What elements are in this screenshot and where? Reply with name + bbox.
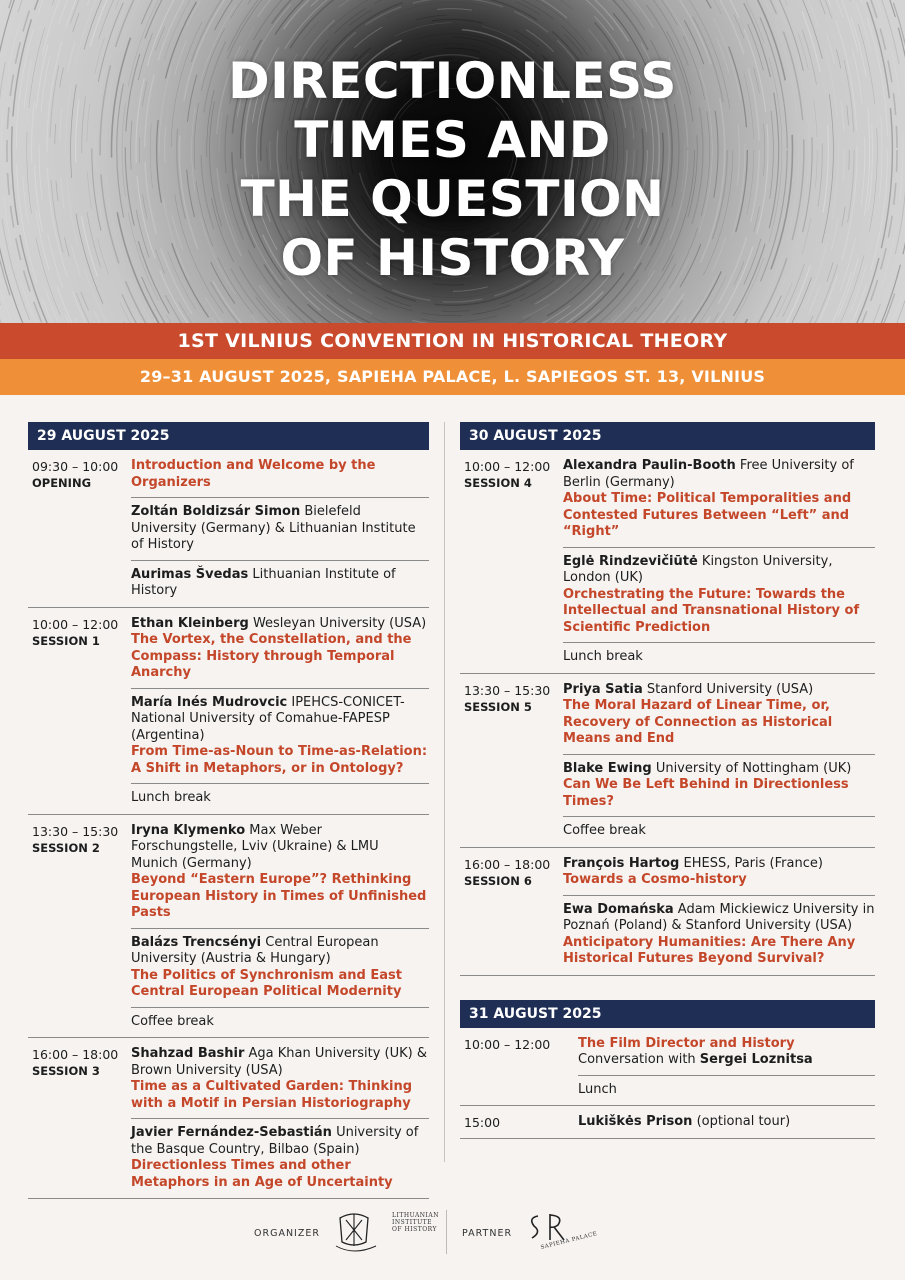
speaker-name: François Hartog [563, 855, 680, 871]
talk-entry [131, 616, 429, 689]
schedule-slot [460, 1028, 875, 1107]
talk-title: From Time-as-Noun to Time-as-Relation: A Shift in Metaphors, or in Ontology? [131, 744, 428, 776]
speaker-name: Javier Fernández-Sebastián [131, 1125, 332, 1140]
schedule-slot [28, 1038, 429, 1199]
title-line-1: DIRECTIONLESS [228, 52, 677, 110]
hero-banner [0, 0, 905, 323]
day-1-column [28, 422, 429, 1199]
break-item [563, 649, 875, 666]
time-range: 13:30 – 15:30 [32, 823, 119, 839]
talk-entry [563, 856, 875, 896]
session-label: SESSION 6 [464, 873, 532, 888]
break-label: Lunch break [131, 790, 211, 805]
conversation-prefix: Conversation with [578, 1052, 700, 1067]
slot-time [32, 459, 128, 491]
talk-title: Towards a Cosmo-history [563, 872, 747, 887]
time-range: 10:00 – 12:00 [464, 1036, 551, 1052]
speaker-affiliation: Wesleyan University (USA) [248, 615, 427, 631]
talk-entry [578, 1036, 875, 1076]
talk-title: The Vortex, the Constellation, and the Compass: History through Temporal Anarchy [131, 632, 412, 680]
slot-time [464, 1037, 560, 1053]
talk-entry [131, 458, 429, 498]
speaker-affiliation: Lithuanian Institute of History [131, 566, 396, 598]
day-header: 31 AUGUST 2025 [460, 1000, 875, 1028]
break-item [131, 1014, 429, 1031]
break-item [131, 790, 429, 807]
talk-title: Time as a Cultivated Garden: Thinking with a Motif in Persian Historiography [131, 1079, 413, 1111]
talk-title: The Politics of Synchronism and East Central European Political Modernity [131, 967, 402, 999]
talk-entry [563, 761, 875, 818]
slot-time [32, 824, 128, 856]
organizer-label: ORGANIZER [254, 1228, 320, 1239]
time-range: 10:00 – 12:00 [464, 459, 551, 474]
schedule-slot [28, 815, 429, 1039]
slot-time [464, 459, 560, 491]
session-label: SESSION 3 [32, 1064, 100, 1078]
sapieha-palace-wordmark: SAPIEHA PALACE [540, 1231, 599, 1251]
slot-time [32, 1047, 128, 1079]
speaker-affiliation: Max Weber Forschungstelle, Lviv (Ukraine) & LMU Munich (Germany) [131, 822, 379, 871]
session-label: SESSION 4 [464, 476, 532, 490]
speaker-affiliation: (optional tour) [692, 1114, 791, 1129]
talk-entry [131, 935, 429, 1008]
column-divider [444, 422, 445, 1162]
speaker-affiliation: Bielefeld University (Germany) & Lithuanian Institute of History [131, 504, 416, 552]
speaker-name: Priya Satia [563, 681, 643, 697]
date-venue-band: 29–31 AUGUST 2025, SAPIEHA PALACE, L. SAPIEGOS ST. 13, VILNIUS [0, 359, 905, 395]
speaker-name: Ethan Kleinberg [131, 615, 249, 631]
talk-entry [563, 458, 875, 548]
break-item [563, 823, 875, 840]
lithuanian-institute-wordmark: LITHUANIAN INSTITUTE OF HISTORY [392, 1212, 439, 1233]
speaker-name: Shahzad Bashir [131, 1046, 245, 1061]
talk-entry [131, 823, 429, 929]
talk-title: Can We Be Left Behind in Directionless Times? [563, 777, 849, 809]
talk-entry [563, 554, 875, 644]
schedule-slot [460, 1106, 875, 1139]
footer-divider [446, 1210, 447, 1254]
speaker-name: Eglė Rindzevičiūtė [563, 553, 698, 569]
session-label: SESSION 5 [464, 699, 532, 714]
talk-entry [131, 1046, 429, 1119]
schedule-slot [460, 848, 875, 976]
speaker-name: Iryna Klymenko [131, 822, 246, 838]
break-label: Lunch [578, 1081, 617, 1097]
slot-time [464, 857, 560, 889]
speaker-affiliation: University of the Basque Country, Bilbao (Spain) [131, 1125, 419, 1157]
speaker-affiliation: Central European University (Austria & Hungary) [131, 934, 379, 966]
talk-entry [131, 567, 429, 600]
schedule-slot [460, 450, 875, 674]
schedule-slot [460, 674, 875, 848]
talk-entry [578, 1114, 875, 1131]
speaker-name: Ewa Domańska [563, 901, 674, 917]
speaker-affiliation: EHESS, Paris (France) [679, 855, 823, 871]
speaker-name: Zoltán Boldizsár Simon [131, 504, 301, 519]
talk-title: Anticipatory Humanities: Are There Any Historical Futures Beyond Survival? [563, 934, 856, 966]
speaker-name: Aurimas Švedas [131, 566, 249, 582]
title-line-2: TIMES AND [294, 111, 611, 169]
speaker-affiliation: Stanford University (USA) [642, 681, 814, 697]
talk-entry [563, 682, 875, 755]
talk-title: The Moral Hazard of Linear Time, or, Recovery of Connection as Historical Means and End [563, 698, 833, 746]
time-range: 15:00 [464, 1115, 501, 1130]
session-label: SESSION 2 [32, 840, 100, 855]
conference-title [0, 52, 905, 288]
speaker-name: Blake Ewing [563, 760, 652, 776]
talk-title: Directionless Times and other Metaphors in an Age of Uncertainty [131, 1158, 393, 1190]
speaker-affiliation: Adam Mickiewicz University in Poznań (Poland) & Stanford University (USA) [563, 901, 875, 933]
time-range: 10:00 – 12:00 [32, 616, 119, 632]
session-label: OPENING [32, 476, 92, 490]
time-range: 13:30 – 15:30 [464, 682, 551, 698]
day-2-3-column [460, 422, 875, 1139]
talk-entry [131, 695, 429, 785]
speaker-name: Sergei Loznitsa [699, 1052, 813, 1067]
footer [0, 1200, 905, 1264]
speaker-affiliation: University of Nottingham (UK) [651, 760, 852, 776]
speaker-affiliation: IPEHCS-CONICET-National University of Comahue-FAPESP (Argentina) [131, 694, 405, 743]
talk-entry [131, 1125, 429, 1191]
talk-title: Introduction and Welcome by the Organizers [131, 458, 376, 490]
title-line-4: OF HISTORY [280, 229, 625, 287]
talk-title: Beyond “Eastern Europe”? Rethinking European History in Times of Unfinished Pasts [131, 872, 427, 920]
talk-entry [131, 504, 429, 561]
speaker-name: Alexandra Paulin-Booth [563, 458, 736, 473]
speaker-affiliation: Free University of Berlin (Germany) [563, 458, 854, 490]
slot-time [464, 1115, 560, 1131]
slot-time [464, 683, 560, 715]
break-item [578, 1082, 875, 1099]
day-header: 29 AUGUST 2025 [28, 422, 429, 450]
break-label: Lunch break [563, 649, 643, 664]
speaker-name: María Inés Mudrovcic [131, 694, 288, 710]
talk-title: Orchestrating the Future: Towards the Intellectual and Transnational History of Scientific Prediction [563, 586, 860, 635]
talk-entry [563, 902, 875, 968]
speaker-name: Balázs Trencsényi [131, 934, 262, 950]
day-header: 30 AUGUST 2025 [460, 422, 875, 450]
slot-time [32, 617, 128, 649]
lithuanian-institute-logo [332, 1206, 392, 1256]
talk-title: About Time: Political Temporalities and Contested Futures Between “Left” and “Right” [563, 491, 852, 539]
schedule-slot [28, 450, 429, 608]
time-range: 16:00 – 18:00 [464, 856, 551, 872]
speaker-affiliation: Aga Khan University (UK) & Brown University (USA) [131, 1046, 428, 1078]
time-range: 09:30 – 10:00 [32, 459, 119, 474]
session-label: SESSION 1 [32, 633, 100, 648]
talk-title: The Film Director and History [578, 1035, 795, 1051]
partner-label: PARTNER [462, 1228, 513, 1239]
convention-band: 1ST VILNIUS CONVENTION IN HISTORICAL THEORY [0, 323, 905, 359]
break-label: Coffee break [131, 1013, 214, 1029]
speaker-name: Lukiškės Prison [578, 1114, 693, 1129]
time-range: 16:00 – 18:00 [32, 1047, 119, 1062]
title-line-3: THE QUESTION [240, 170, 665, 228]
schedule-slot [28, 608, 429, 815]
speaker-affiliation: Kingston University, London (UK) [563, 553, 833, 585]
break-label: Coffee break [563, 823, 646, 838]
